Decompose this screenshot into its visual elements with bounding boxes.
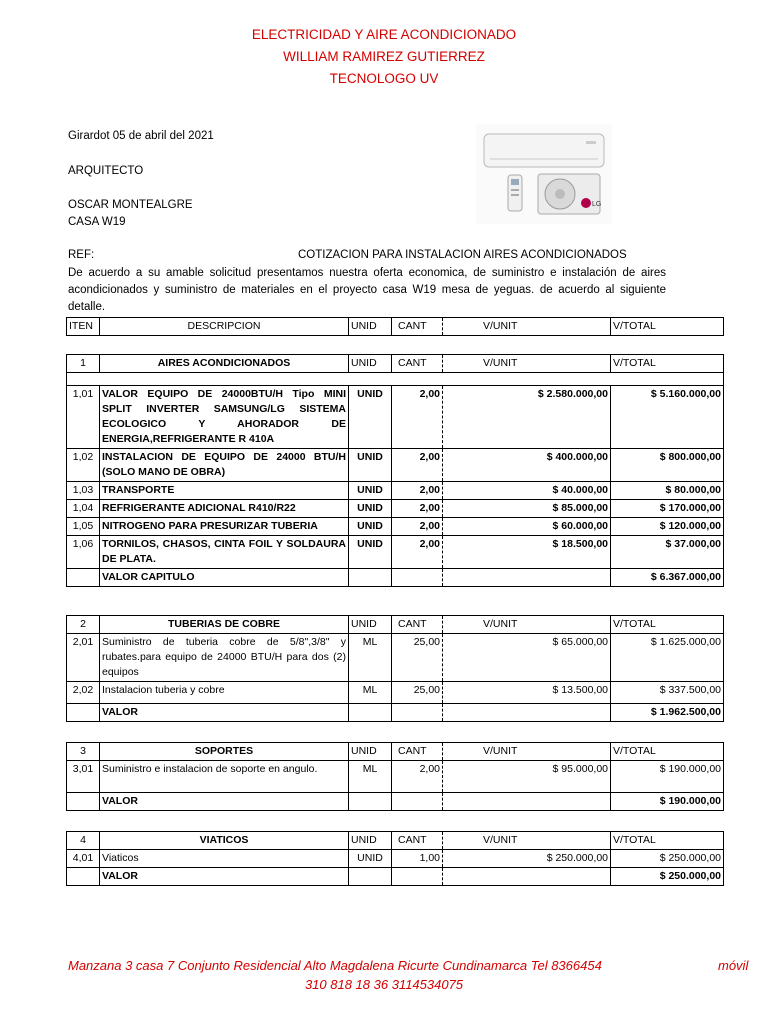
col-unit-price: V/UNIT — [443, 616, 611, 634]
row-qty: 2,00 — [392, 482, 443, 500]
section-table — [66, 615, 724, 722]
row-item: 1,01 — [67, 386, 100, 449]
letter-date: Girardot 05 de abril del 2021 — [68, 130, 214, 142]
row-total: $ 800.000,00 — [611, 449, 724, 482]
row-unit-price: $ 18.500,00 — [443, 536, 611, 569]
row-description: Suministro de tuberia cobre de 5/8",3/8" y rubates.para equipo de 24000 BTU/H para dos (2) equipos — [100, 634, 349, 682]
col-qty: CANT — [392, 616, 443, 634]
section-number: 3 — [67, 743, 100, 761]
row-description: NITROGENO PARA PRESURIZAR TUBERIA — [100, 518, 349, 536]
row-qty: 2,00 — [392, 518, 443, 536]
row-item: 1,02 — [67, 449, 100, 482]
row-total: $ 190.000,00 — [611, 761, 724, 793]
section-table — [66, 354, 724, 587]
row-unit: UNID — [349, 500, 392, 518]
table-row — [67, 536, 724, 569]
subtotal-label: VALOR CAPITULO — [100, 569, 349, 587]
row-item: 3,01 — [67, 761, 100, 793]
row-total: $ 80.000,00 — [611, 482, 724, 500]
row-total: $ 5.160.000,00 — [611, 386, 724, 449]
recipient-reference: CASA W19 — [68, 216, 126, 228]
subtotal-value: $ 250.000,00 — [611, 868, 724, 886]
row-unit-price: $ 250.000,00 — [443, 850, 611, 868]
row-description: VALOR EQUIPO DE 24000BTU/H Tipo MINI SPLIT INVERTER SAMSUNG/LG SISTEMA ECOLOGICO Y AHORADOR DE ENERGIA,REFRIGERANTE R 410A — [100, 386, 349, 449]
section-table — [66, 742, 724, 811]
row-unit-price: $ 60.000,00 — [443, 518, 611, 536]
row-item: 1,05 — [67, 518, 100, 536]
row-unit: UNID — [349, 850, 392, 868]
owner-name: WILLIAM RAMIREZ GUTIERREZ — [283, 49, 485, 64]
col-total: V/TOTAL — [611, 743, 724, 761]
section-title: AIRES ACONDICIONADOS — [100, 355, 349, 373]
row-unit-price: $ 2.580.000,00 — [443, 386, 611, 449]
table-row — [67, 761, 724, 793]
col-unit: UNID — [349, 743, 392, 761]
row-description: Instalacion tuberia y cobre — [100, 682, 349, 704]
footer-mobile-label: móvil — [718, 958, 749, 973]
footer-phones: 310 818 18 36 3114534075 — [304, 977, 464, 992]
subtotal-value: $ 190.000,00 — [611, 793, 724, 811]
section-number: 4 — [67, 832, 100, 850]
row-description: Viaticos — [100, 850, 349, 868]
row-qty: 2,00 — [392, 761, 443, 793]
row-description: Suministro e instalacion de soporte en angulo. — [100, 761, 349, 793]
row-description: INSTALACION DE EQUIPO DE 24000 BTU/H (SOLO MANO DE OBRA) — [100, 449, 349, 482]
row-unit: ML — [349, 634, 392, 682]
section-title: VIATICOS — [100, 832, 349, 850]
recipient-name: OSCAR MONTEALGRE — [68, 199, 193, 211]
table-row — [67, 850, 724, 868]
col-item: ITEN — [67, 318, 100, 336]
subtotal-value: $ 6.367.000,00 — [611, 569, 724, 587]
row-qty: 2,00 — [392, 449, 443, 482]
subtotal-row — [67, 793, 724, 811]
table-row — [67, 482, 724, 500]
row-unit-price: $ 65.000,00 — [443, 634, 611, 682]
row-total: $ 37.000,00 — [611, 536, 724, 569]
row-description: TORNILOS, CHASOS, CINTA FOIL Y SOLDAURA DE PLATA. — [100, 536, 349, 569]
col-total: V/TOTAL — [611, 832, 724, 850]
row-item: 2,02 — [67, 682, 100, 704]
row-unit-price: $ 95.000,00 — [443, 761, 611, 793]
row-unit-price: $ 400.000,00 — [443, 449, 611, 482]
section-title: SOPORTES — [100, 743, 349, 761]
row-unit: UNID — [349, 482, 392, 500]
col-total: V/TOTAL — [611, 318, 724, 336]
row-unit: UNID — [349, 386, 392, 449]
table-row — [67, 500, 724, 518]
recipient-title: ARQUITECTO — [68, 165, 144, 177]
subtotal-label: VALOR — [100, 793, 349, 811]
row-item: 1,06 — [67, 536, 100, 569]
col-qty: CANT — [392, 832, 443, 850]
section-number: 1 — [67, 355, 100, 373]
row-unit-price: $ 85.000,00 — [443, 500, 611, 518]
table-row — [67, 449, 724, 482]
table-row — [67, 518, 724, 536]
subtotal-label: VALOR — [100, 868, 349, 886]
row-unit: ML — [349, 682, 392, 704]
col-total: V/TOTAL — [611, 616, 724, 634]
col-qty: CANT — [392, 318, 443, 336]
row-qty: 25,00 — [392, 682, 443, 704]
row-qty: 2,00 — [392, 500, 443, 518]
subtotal-value: $ 1.962.500,00 — [611, 704, 724, 722]
col-unit-price: V/UNIT — [443, 355, 611, 373]
section-title: TUBERIAS DE COBRE — [100, 616, 349, 634]
row-qty: 25,00 — [392, 634, 443, 682]
row-qty: 1,00 — [392, 850, 443, 868]
footer-address: Manzana 3 casa 7 Conjunto Residencial Alto Magdalena Ricurte Cundinamarca Tel 8366454 — [68, 958, 602, 973]
spacer-row — [67, 373, 724, 386]
col-unit: UNID — [349, 355, 392, 373]
col-unit-price: V/UNIT — [443, 743, 611, 761]
company-name: ELECTRICIDAD Y AIRE ACONDICIONADO — [251, 27, 517, 42]
column-header-table — [66, 317, 724, 336]
row-unit: UNID — [349, 518, 392, 536]
ref-label: REF: — [68, 249, 95, 261]
col-unit-price: V/UNIT — [443, 318, 611, 336]
table-row — [67, 682, 724, 704]
row-item: 4,01 — [67, 850, 100, 868]
row-total: $ 250.000,00 — [611, 850, 724, 868]
intro-paragraph: De acuerdo a su amable solicitud presentamos nuestra oferta economica, de suministro e instalación de aires acondicionados y suministro de materiales en el proyecto casa W19 mesa de yeguas. de acuerdo al siguiente detalle. — [68, 267, 666, 313]
row-unit: UNID — [349, 449, 392, 482]
col-qty: CANT — [392, 355, 443, 373]
col-unit: UNID — [349, 318, 392, 336]
col-total: V/TOTAL — [611, 355, 724, 373]
col-unit: UNID — [349, 832, 392, 850]
row-total: $ 1.625.000,00 — [611, 634, 724, 682]
row-unit: UNID — [349, 536, 392, 569]
col-qty: CANT — [392, 743, 443, 761]
row-description: REFRIGERANTE ADICIONAL R410/R22 — [100, 500, 349, 518]
row-item: 2,01 — [67, 634, 100, 682]
col-description: DESCRIPCION — [100, 318, 349, 336]
row-total: $ 120.000,00 — [611, 518, 724, 536]
row-item: 1,03 — [67, 482, 100, 500]
section-table — [66, 831, 724, 886]
owner-title: TECNOLOGO UV — [329, 71, 439, 86]
row-unit-price: $ 40.000,00 — [443, 482, 611, 500]
subtotal-row — [67, 569, 724, 587]
row-total: $ 337.500,00 — [611, 682, 724, 704]
col-unit: UNID — [349, 616, 392, 634]
row-unit-price: $ 13.500,00 — [443, 682, 611, 704]
subtotal-row — [67, 704, 724, 722]
row-qty: 2,00 — [392, 386, 443, 449]
row-description: TRANSPORTE — [100, 482, 349, 500]
brand-logo: LG — [592, 201, 602, 208]
table-row — [67, 386, 724, 449]
subtotal-label: VALOR — [100, 704, 349, 722]
row-item: 1,04 — [67, 500, 100, 518]
air-conditioner-image — [476, 124, 612, 224]
row-unit: ML — [349, 761, 392, 793]
row-qty: 2,00 — [392, 536, 443, 569]
col-unit-price: V/UNIT — [443, 832, 611, 850]
subtotal-row — [67, 868, 724, 886]
section-number: 2 — [67, 616, 100, 634]
table-row — [67, 634, 724, 682]
ref-subject: COTIZACION PARA INSTALACION AIRES ACONDICIONADOS — [298, 249, 627, 261]
row-total: $ 170.000,00 — [611, 500, 724, 518]
